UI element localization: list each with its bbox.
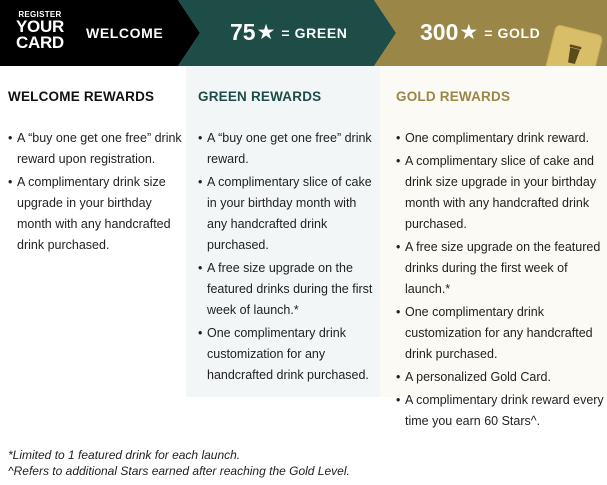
list-item: • One complimentary drink customization for any handcrafted drink purchased. [198, 323, 376, 386]
star-icon: ★ [256, 21, 276, 44]
star-icon: ★ [459, 21, 479, 44]
gold-rewards-heading: GOLD REWARDS [396, 89, 511, 104]
welcome-rewards-list [8, 128, 184, 258]
list-item: • A complimentary slice of cake in your birthday month with any handcrafted drink purchased. [198, 172, 376, 256]
list-item: • A personalized Gold Card. [396, 367, 606, 388]
green-rewards-column [186, 66, 380, 397]
register-text: REGISTER [18, 10, 62, 19]
footnote-additional-stars: ^Refers to additional Stars earned after reaching the Gold Level. [8, 464, 350, 478]
green-stars-number: 75 [230, 19, 256, 45]
green-rewards-heading: GREEN REWARDS [198, 89, 322, 104]
gold-rewards-column [380, 66, 607, 428]
list-item: • A complimentary drink size upgrade in your birthday month with any handcrafted drink purchased. [8, 172, 184, 256]
green-tier-label: = GREEN [281, 24, 348, 41]
list-item: • A complimentary drink reward every time you earn 60 Stars^. [396, 390, 606, 432]
list-item: • A free size upgrade on the featured drinks during the first week of launch.* [198, 258, 376, 321]
header-band [0, 0, 607, 66]
footnote-featured-drink: *Limited to 1 featured drink for each launch. [8, 448, 241, 462]
gold-tier-label: = GOLD [484, 24, 541, 41]
register-your-text: YOUR [16, 17, 64, 36]
list-item: • One complimentary drink customization for any handcrafted drink purchased. [396, 302, 606, 365]
list-item: • A complimentary slice of cake and drink size upgrade in your birthday month with any handcrafted drink purchased. [396, 151, 606, 235]
welcome-rewards-heading: WELCOME REWARDS [8, 89, 155, 104]
footnotes [8, 447, 350, 479]
list-item: • A “buy one get one free” drink reward upon registration. [8, 128, 184, 170]
list-item: • A “buy one get one free” drink reward. [198, 128, 376, 170]
green-tier-title [230, 19, 347, 46]
gold-rewards-list [396, 128, 606, 434]
list-item: • One complimentary drink reward. [396, 128, 606, 149]
welcome-tier-label: WELCOME [86, 25, 164, 41]
register-card-text: CARD [16, 33, 64, 53]
welcome-rewards-column [0, 66, 186, 397]
list-item: • A free size upgrade on the featured drinks during the first week of launch.* [396, 237, 606, 300]
gold-stars-number: 300 [420, 19, 459, 45]
green-rewards-list [198, 128, 376, 388]
gold-tier-title [420, 19, 540, 46]
register-your-card-logo[interactable] [16, 11, 64, 51]
